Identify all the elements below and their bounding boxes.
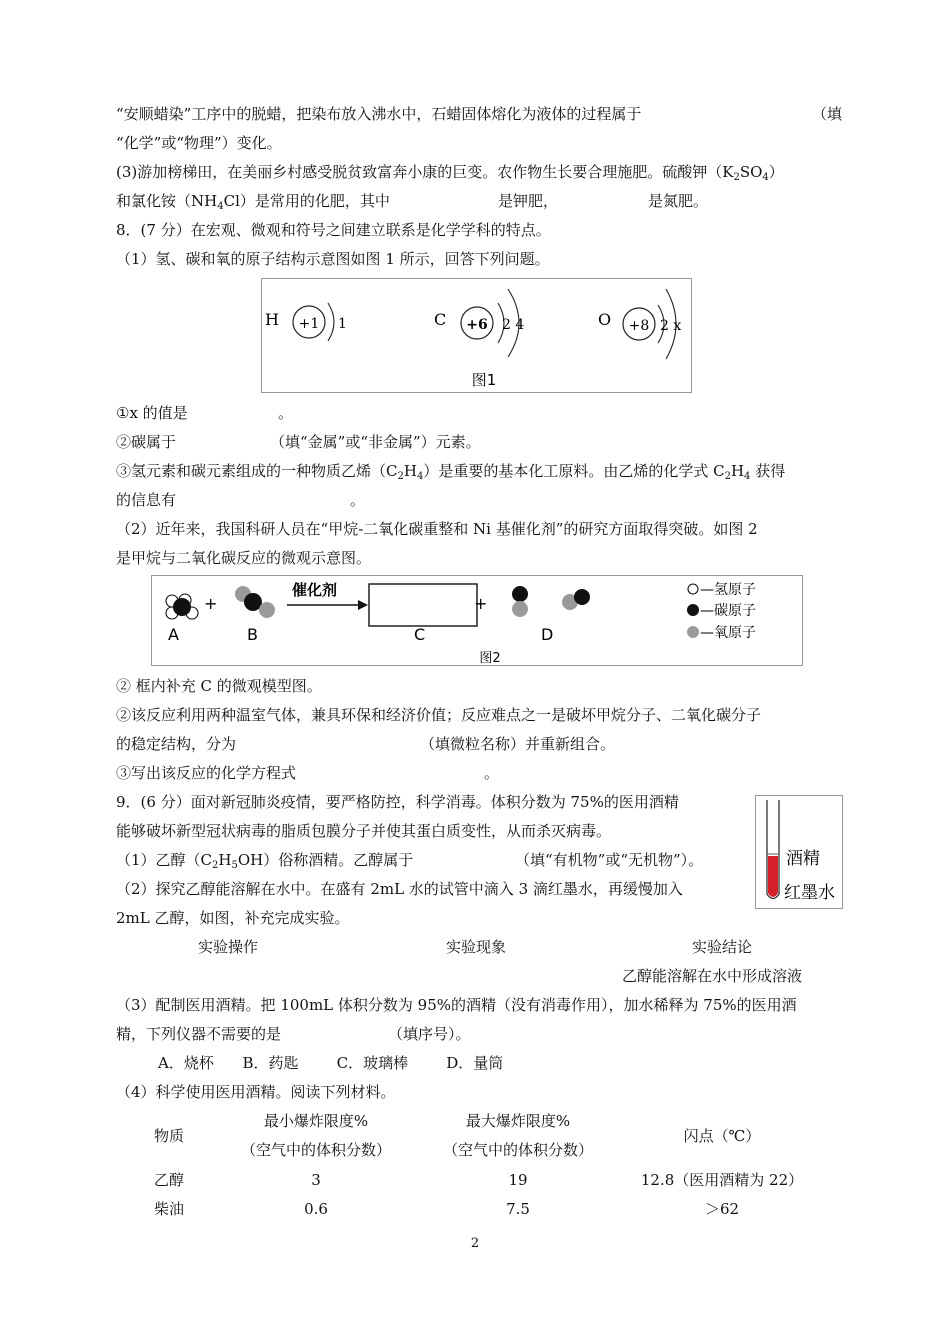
data-row-diesel-max: 7.5 bbox=[506, 1200, 530, 1218]
h-nucleus-charge: +1 bbox=[298, 316, 320, 332]
text-line-4: 和氯化铵$(NH_4Cl)$是常用的化肥，其中 bbox=[116, 192, 390, 212]
o-nucleus-charge: +8 bbox=[628, 318, 650, 334]
molecule-b-carbon-dioxide bbox=[235, 586, 275, 618]
c-symbol: C bbox=[434, 310, 447, 329]
question-8-a: ①x 的值是 bbox=[116, 404, 188, 422]
question-9-part-3b: 精，下列仪器不需要的是 bbox=[116, 1025, 282, 1043]
data-header-substance: 物质 bbox=[153, 1127, 185, 1145]
data-row-ethanol-min: 3 bbox=[311, 1171, 321, 1189]
text-line-1: “安顺蜡染”工序中的脱蜡，把染布放入沸水中，石蜡固体熔化为液体的过程属于 bbox=[116, 105, 642, 123]
label-a: A bbox=[168, 625, 179, 644]
question-8-title: 8．(7 分）在宏观、微观和符号之间建立联系是化学学科的特点。 bbox=[116, 221, 551, 239]
data-header-max-limit: 最大爆炸限度% bbox=[465, 1112, 571, 1130]
tube-label-red-ink: 红墨水 bbox=[784, 883, 835, 903]
molecule-d-carbon-monoxide bbox=[512, 586, 590, 617]
h-electrons: 1 bbox=[338, 316, 347, 332]
question-8-d: 的信息有 bbox=[116, 491, 177, 509]
figure-1-caption: 图1 bbox=[471, 371, 497, 389]
text-line-4-nitrogen: 是氮肥。 bbox=[648, 192, 709, 210]
data-row-diesel-name: 柴油 bbox=[153, 1200, 185, 1218]
legend-oxygen-label: —氧原子 bbox=[700, 625, 756, 641]
product-c-box bbox=[369, 584, 477, 626]
figure-1-svg bbox=[262, 279, 691, 392]
data-header-min-note: （空气中的体积分数） bbox=[240, 1141, 392, 1159]
plus-1: + bbox=[204, 594, 218, 613]
o-symbol: O bbox=[598, 310, 612, 329]
legend-hydrogen-dot bbox=[688, 584, 698, 594]
question-8-part-1: （1）氢、碳和氧的原子结构示意图如图 1 所示，回答下列问题。 bbox=[116, 250, 550, 268]
question-8-part-2b: 是甲烷与二氧化碳反应的微观示意图。 bbox=[116, 549, 372, 567]
question-8-g-hint: （填微粒名称）并重新组合。 bbox=[420, 735, 616, 753]
figure-2-svg bbox=[152, 576, 802, 665]
exp-header-operation: 实验操作 bbox=[197, 938, 259, 956]
o-electrons: 2 x bbox=[660, 318, 682, 334]
c-electrons: 2 4 bbox=[502, 317, 525, 333]
question-8-a-end: 。 bbox=[278, 404, 294, 422]
h-shell-arc bbox=[328, 303, 334, 341]
data-row-diesel-flash: ＞62 bbox=[704, 1200, 740, 1218]
text-line-1-tail: （填 bbox=[812, 105, 843, 123]
question-8-d-end: 。 bbox=[350, 491, 366, 509]
label-d: D bbox=[541, 625, 554, 644]
data-header-min-limit: 最小爆炸限度% bbox=[263, 1112, 369, 1130]
data-header-max-note: （空气中的体积分数） bbox=[442, 1141, 594, 1159]
test-tube-svg bbox=[756, 796, 842, 908]
question-9-part-2b: 2mL 乙醇，如图，补充完成实验。 bbox=[116, 909, 350, 927]
text-line-2: “化学”或“物理”）变化。 bbox=[116, 134, 282, 152]
reaction-arrow-head bbox=[358, 600, 368, 610]
question-9-part-2a: （2）探究乙醇能溶解在水中。在盛有 2mL 水的试管中滴入 3 滴红墨水，再缓慢加入 bbox=[116, 880, 683, 898]
legend-carbon-label: —碳原子 bbox=[700, 603, 756, 619]
molecule-a-methane bbox=[166, 594, 198, 619]
red-ink-liquid bbox=[768, 856, 778, 897]
question-9-part-4: （4）科学使用医用酒精。阅读下列材料。 bbox=[116, 1083, 396, 1101]
question-8-g: 的稳定结构，分为 bbox=[116, 735, 237, 753]
data-header-flash-point: 闪点（℃） bbox=[683, 1127, 761, 1145]
legend-hydrogen-label: —氢原子 bbox=[700, 582, 756, 598]
question-8-e: ② 框内补充 C 的微观模型图。 bbox=[116, 677, 322, 695]
text-line-4-potash: 是钾肥， bbox=[498, 192, 559, 210]
question-8-h-end: 。 bbox=[484, 764, 500, 782]
label-c: C bbox=[414, 625, 426, 644]
exp-conclusion-cell: 乙醇能溶解在水中形成溶液 bbox=[622, 967, 803, 985]
question-9-intro: 能够破坏新型冠状病毒的脂质包膜分子并使其蛋白质变性，从而杀灭病毒。 bbox=[116, 822, 612, 840]
question-8-f: ②该反应利用两种温室气体，兼具环保和经济价值；反应难点之一是破坏甲烷分子、二氧化碳分子 bbox=[116, 706, 762, 724]
data-row-ethanol-flash: 12.8（医用酒精为 22） bbox=[640, 1171, 804, 1189]
exp-header-conclusion: 实验结论 bbox=[691, 938, 753, 956]
question-9-part-1-hint: （填“有机物”或“无机物”）。 bbox=[515, 851, 704, 869]
exp-header-phenomenon: 实验现象 bbox=[445, 938, 507, 956]
question-8-part-2a: （2）近年来，我国科研人员在“甲烷-二氧化碳重整和 Ni 基催化剂”的研究方面取得突破。如图 2 bbox=[116, 520, 758, 538]
question-8-c: ③氢元素和碳元素组成的一种物质乙烯$(C_2H_4)$是重要的基本化工原料。由乙烯的化学式 $C_2H_4$ 获得 bbox=[116, 462, 786, 482]
question-8-h: ③写出该反应的化学方程式 bbox=[116, 764, 297, 782]
text-line-3: (3)游加榜梯田，在美丽乡村感受脱贫致富奔小康的巨变。农作物生长要合理施肥。硫酸钾$(K_2SO_4)$ bbox=[116, 163, 784, 183]
plus-2: + bbox=[474, 594, 488, 613]
question-8-b: ②碳属于 bbox=[116, 433, 177, 451]
question-9-part-1: （1）乙醇$(C_2H_5OH)$俗称酒精。乙醇属于 bbox=[116, 851, 414, 871]
question-9-title: 9．(6 分）面对新冠肺炎疫情，要严格防控，科学消毒。体积分数为 75%的医用酒精 bbox=[116, 793, 679, 811]
question-9-part-3a: （3）配制医用酒精。把 100mL 体积分数为 95%的酒精（没有消毒作用），加水稀释为 75%的医用酒 bbox=[116, 996, 797, 1014]
c-nucleus-charge: +6 bbox=[466, 317, 488, 333]
data-row-ethanol-name: 乙醇 bbox=[153, 1171, 185, 1189]
label-b: B bbox=[247, 625, 258, 644]
figure-2-reaction bbox=[151, 575, 803, 666]
question-8-b-hint: （填“金属”或“非金属”）元素。 bbox=[270, 433, 481, 451]
legend-oxygen-dot bbox=[687, 626, 699, 638]
legend-carbon-dot bbox=[687, 604, 699, 616]
data-row-ethanol-max: 19 bbox=[508, 1171, 528, 1189]
question-9-options: A．烧杯 B．药匙 C．玻璃棒 D．量筒 bbox=[158, 1054, 504, 1072]
arrow-label-catalyst: 催化剂 bbox=[292, 581, 338, 599]
figure-test-tube bbox=[755, 795, 843, 909]
figure-1-atomic-structure bbox=[261, 278, 692, 393]
question-9-part-3b-hint: （填序号）。 bbox=[388, 1025, 471, 1043]
data-row-diesel-min: 0.6 bbox=[304, 1200, 328, 1218]
page-number: 2 bbox=[470, 1236, 480, 1251]
h-symbol: H bbox=[265, 310, 279, 329]
figure-2-caption: 图2 bbox=[479, 651, 501, 665]
tube-label-alcohol: 酒精 bbox=[786, 849, 820, 869]
